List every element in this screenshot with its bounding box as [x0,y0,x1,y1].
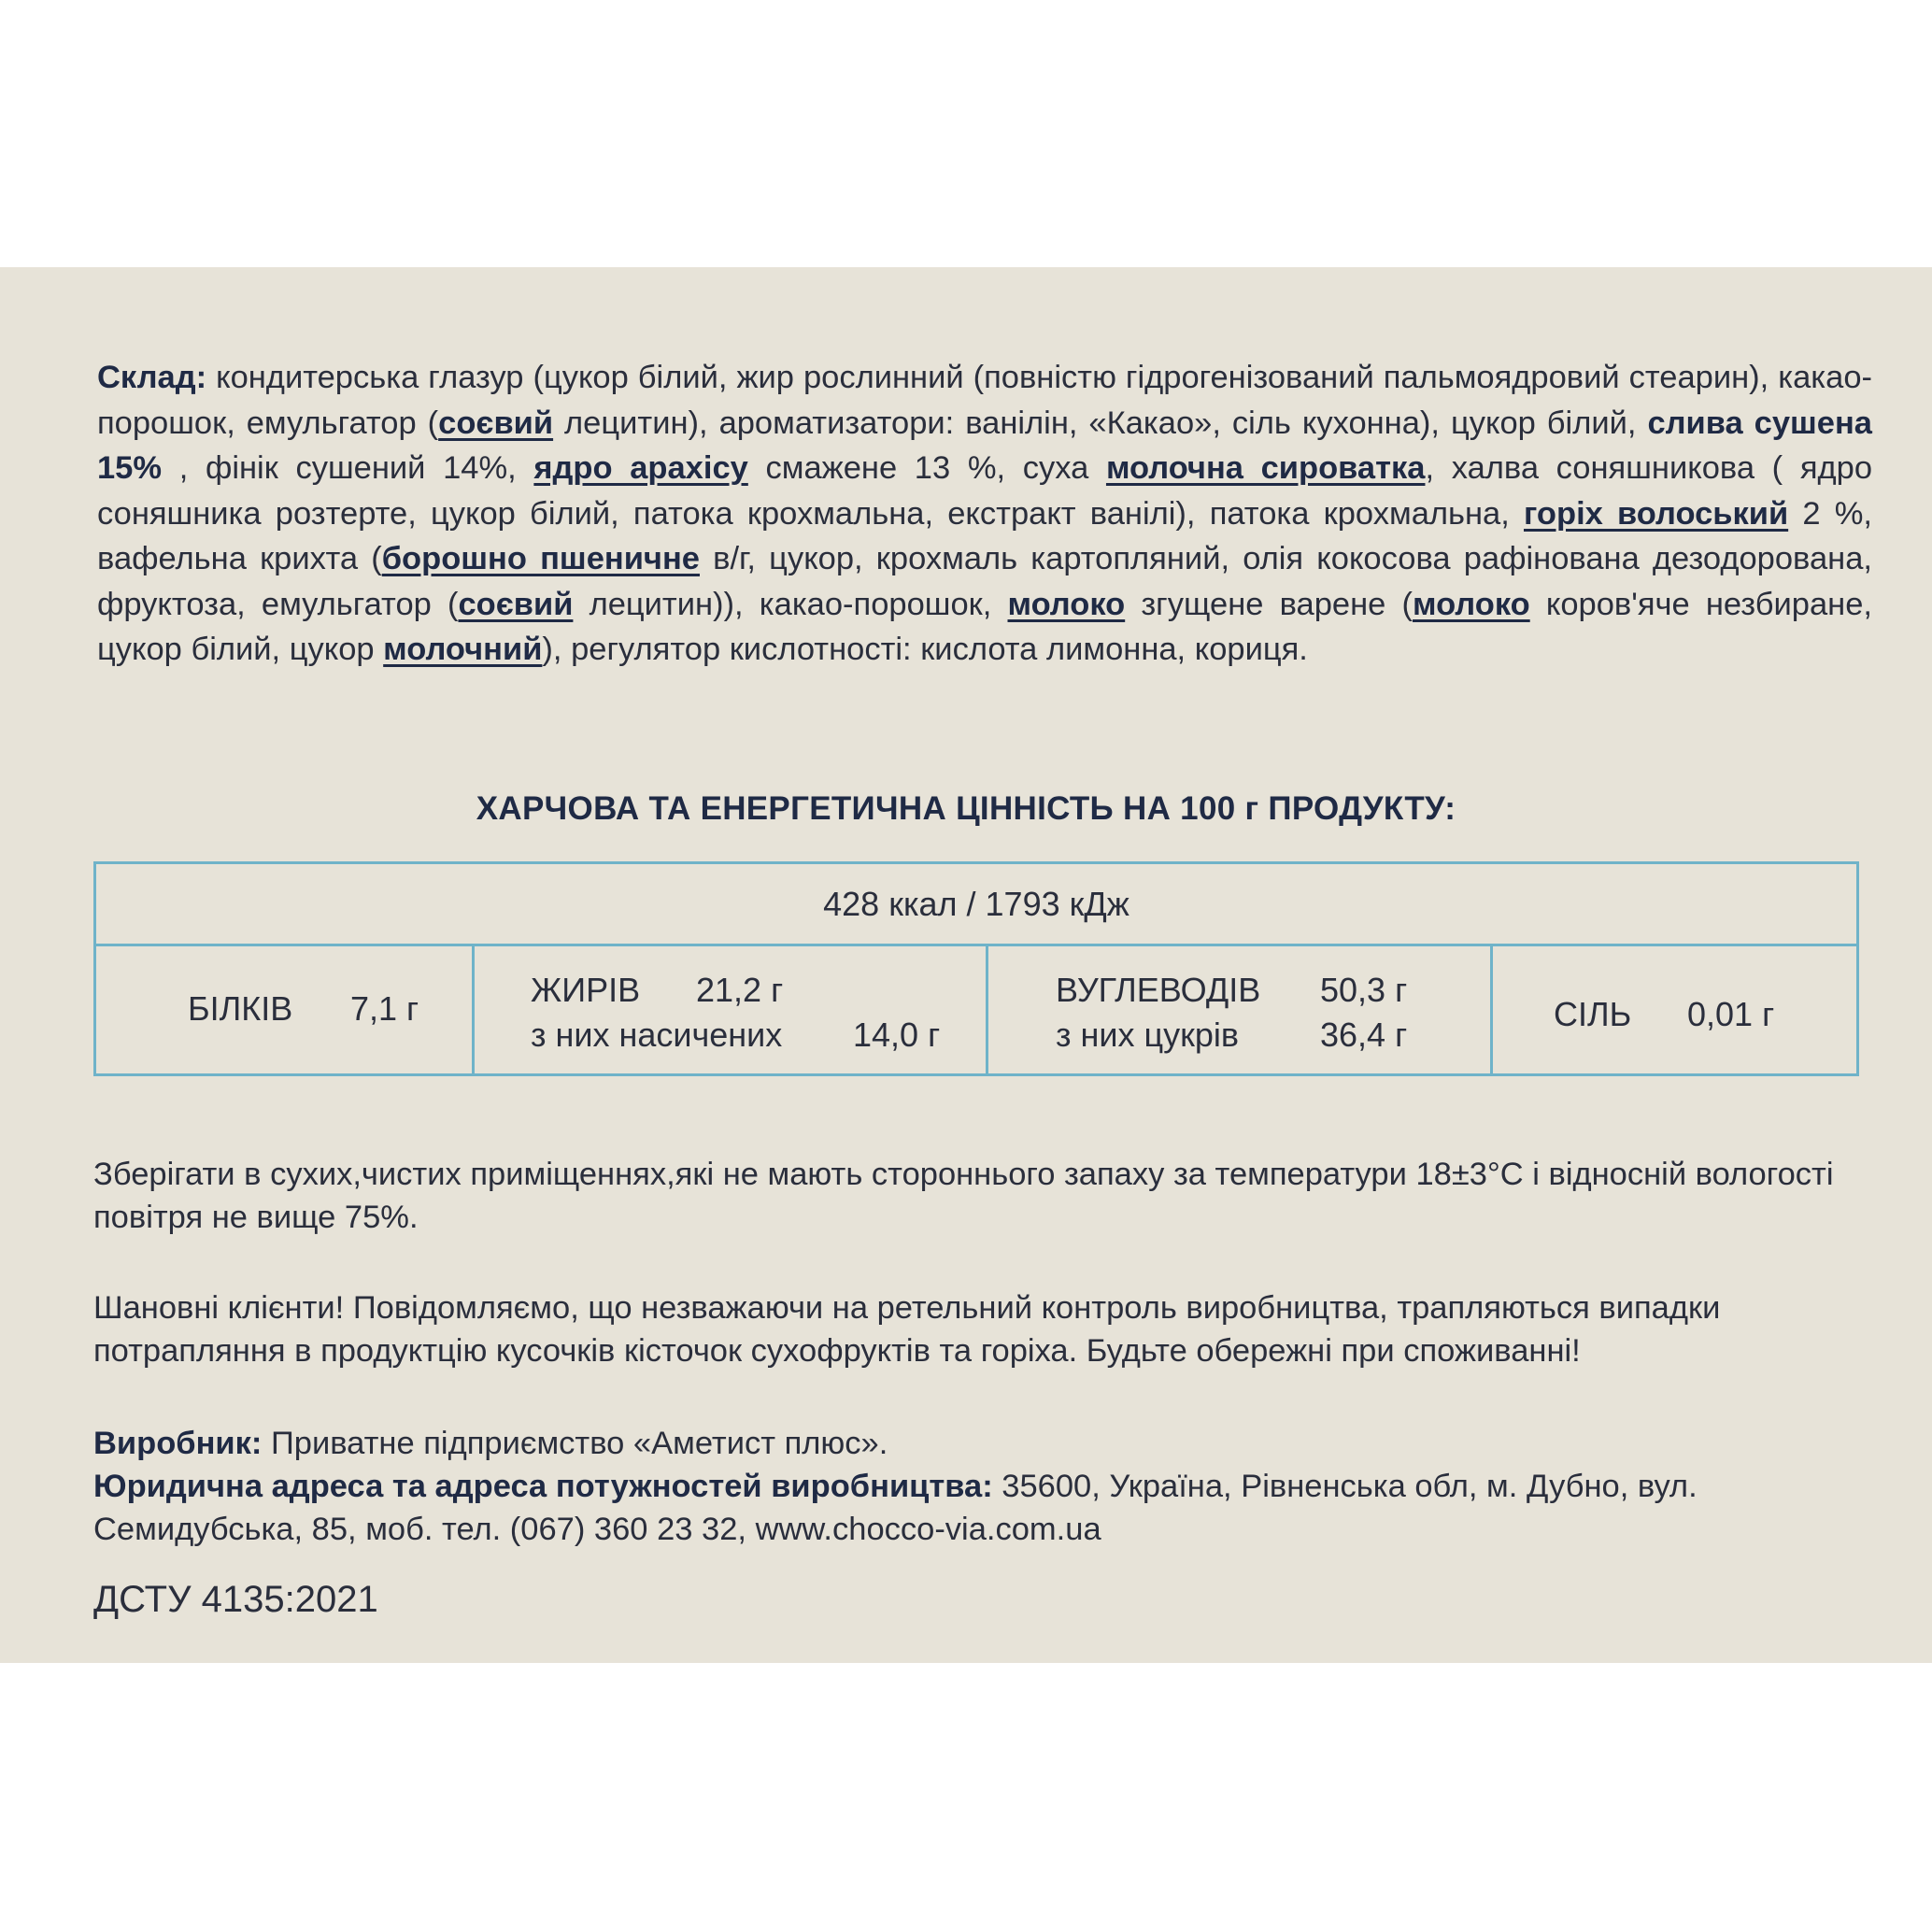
ingredients-part: ), регулятор кислотності: кислота лимонна, кориця. [542,632,1308,667]
ingredient-highlight: слива сушена 15% [97,405,1872,486]
ingredients-part: згущене варене ( [1125,586,1413,622]
address-label: Юридична адреса та адреса потужностей виробництва: [93,1469,993,1504]
address-line [93,1465,1794,1551]
standard-code: ДСТУ 4135:2021 [93,1579,378,1620]
ingredients-part: в/г, цукор, крохмаль картопляний, олія кокосова рафінована дезодорована, фруктоза, емульгатор ( [97,541,1872,622]
allergen: молочний [383,632,543,667]
manufacturer-info [93,1422,1794,1551]
manufacturer-line [93,1422,1794,1465]
saturated-fat-label: з них насичених [531,1016,783,1054]
ingredients-part: смажене 13 %, суха [747,450,1106,486]
protein-value: 7,1 г [350,989,419,1028]
manufacturer-label: Виробник: [93,1426,263,1461]
ingredients-part: , фінік сушений 14%, [162,450,534,486]
salt-value: 0,01 г [1687,995,1775,1033]
allergen: молоко [1413,586,1530,622]
energy-value: 428 ккал / 1793 кДж [96,864,1856,946]
ingredients-part: кондитерська глазур (цукор білий, жир рослинний (повністю гідрогенізований пальмоядровий стеарин), какао-порошок, емульгатор ( [97,360,1872,441]
storage-conditions: Зберігати в сухих,чистих приміщеннях,які не мають стороннього запаху за температури 18±3°С і відносній вологості повітря не вище 75%. [93,1157,1834,1235]
saturated-fat-value: 14,0 г [853,1016,941,1054]
carbohydrate-value: 50,3 г [1320,971,1408,1009]
nutrition-table [93,861,1859,1076]
allergen: соєвий [458,586,574,622]
ingredients-part: , халва соняшникова ( ядро соняшника розтерте, цукор білий, патока крохмальна, екстракт ванілі), патока крохмальна, [97,450,1873,532]
ingredients-part: лецитин)), какао-порошок, [573,586,1008,622]
ingredients-text [97,355,1872,673]
sugars-label: з них цукрів [1056,1016,1240,1054]
consumer-warning: Шановні клієнти! Повідомляємо, що незважаючи на ретельний контроль виробництва, трапляються випадки потрапляння в продуктцію кусочків кісточок сухофруктів та горіха. Будьте обережні при споживанні! [93,1290,1721,1369]
allergen: борошно пшеничне [381,541,700,576]
allergen: горіх волоський [1524,495,1789,532]
ingredients-part: 2 %, вафельна крихта ( [97,495,1872,576]
fat-label: ЖИРІВ [531,971,641,1009]
ingredients-part: лецитин), ароматизатори: ванілін, «Какао», сіль кухонна), цукор білий, [553,405,1648,441]
nutrition-title: ХАРЧОВА ТА ЕНЕРГЕТИЧНА ЦІННІСТЬ НА 100 г ПРОДУКТУ: [476,790,1456,827]
fat-cell [475,946,988,1073]
sugars-value: 36,4 г [1320,1016,1408,1054]
ingredients-part: коров'яче незбиране, цукор білий, цукор [97,586,1872,667]
carbohydrate-label: ВУГЛЕВОДІВ [1056,971,1261,1009]
protein-cell [96,946,475,1073]
allergen: ядро арахісу [533,450,748,486]
protein-label: БІЛКІВ [188,989,293,1028]
carbohydrate-cell [988,946,1493,1073]
salt-label: СІЛЬ [1554,995,1632,1033]
ingredients-label: Склад: [97,360,207,395]
allergen: молочна сироватка [1105,450,1426,486]
salt-cell [1493,946,1856,1073]
fat-value: 21,2 г [696,971,784,1009]
allergen: соєвий [438,405,554,441]
address-text: 35600, Україна, Рівненська обл, м. Дубно, вул. Семидубська, 85, моб. тел. (067) 360 23 32, www.chocco-via.com.ua [93,1469,1698,1547]
manufacturer-name: Приватне підприємство «Аметист плюс». [262,1426,888,1461]
allergen: молоко [1007,586,1126,622]
